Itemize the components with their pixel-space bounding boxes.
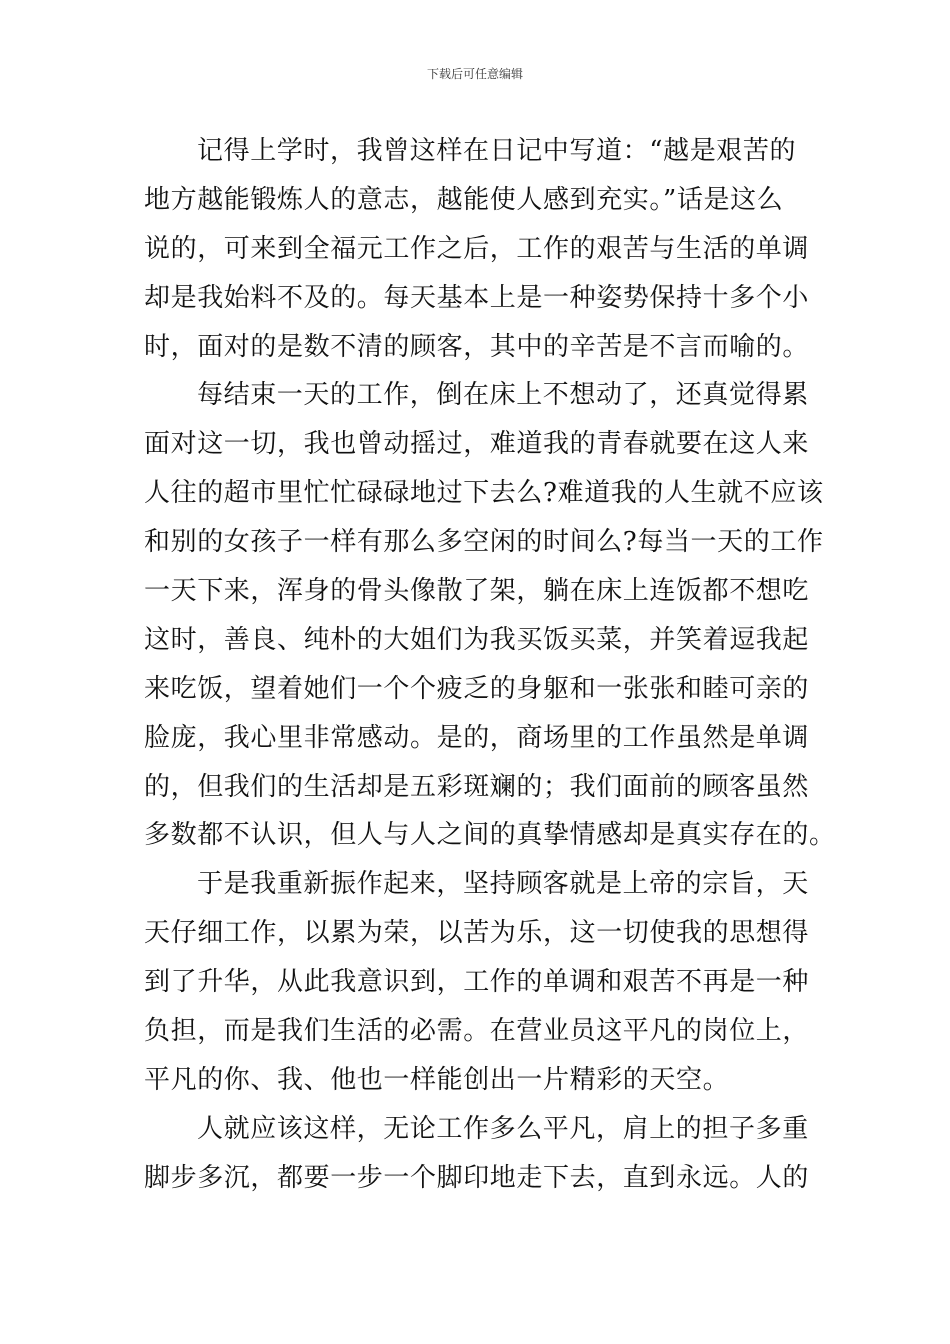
text-line: 脚步多沉，都要一步一个脚印地走下去，直到永远。人的 (144, 1162, 810, 1193)
document-body (144, 127, 836, 1203)
text-line: 和别的女孩子一样有那么多空闲的时间么?每当一天的工作 (144, 527, 824, 558)
text-line: 人就应该这样，无论工作多么平凡，肩上的担子多重 (197, 1113, 809, 1144)
text-line: 却是我始料不及的。每天基本上是一种姿势保持十多个小 (144, 282, 810, 313)
text-line: 每结束一天的工作，倒在床上不想动了，还真觉得累 (197, 380, 809, 411)
text-line: 多数都不认识，但人与人之间的真挚情感却是真实存在的。 (144, 820, 836, 851)
page-header-note: 下载后可任意编辑 (426, 67, 523, 81)
text-line: 一天下来，浑身的骨头像散了架，躺在床上连饭都不想吃 (144, 576, 810, 607)
text-line: 说的，可来到全福元工作之后，工作的艰苦与生活的单调 (144, 233, 810, 264)
text-line: 负担，而是我们生活的必需。在营业员这平凡的岗位上， (144, 1016, 810, 1047)
text-line: 脸庞，我心里非常感动。是的，商场里的工作虽然是单调 (144, 722, 810, 753)
text-line: 到了升华，从此我意识到，工作的单调和艰苦不再是一种 (144, 967, 810, 998)
text-line: 人往的超市里忙忙碌碌地过下去么?难道我的人生就不应该 (144, 478, 824, 509)
text-line: 平凡的你、我、他也一样能创出一片精彩的天空。 (144, 1064, 730, 1095)
text-line: 面对这一切，我也曾动摇过，难道我的青春就要在这人来 (144, 429, 810, 460)
text-line: 的，但我们的生活却是五彩斑斓的；我们面前的顾客虽然 (144, 771, 810, 802)
text-line: 地方越能锻炼人的意志，越能使人感到充实。”话是这么 (144, 184, 784, 215)
text-line: 时，面对的是数不清的顾客，其中的辛苦是不言而喻的。 (144, 331, 810, 362)
text-line: 天仔细工作，以累为荣，以苦为乐，这一切使我的思想得 (144, 918, 810, 949)
text-line: 于是我重新振作起来，坚持顾客就是上帝的宗旨，天 (197, 869, 809, 900)
text-line: 来吃饭，望着她们一个个疲乏的身躯和一张张和睦可亲的 (144, 673, 810, 704)
text-line: 记得上学时，我曾这样在日记中写道：“越是艰苦的 (197, 136, 797, 166)
text-line: 这时，善良、纯朴的大姐们为我买饭买菜，并笑着逗我起 (144, 624, 810, 655)
